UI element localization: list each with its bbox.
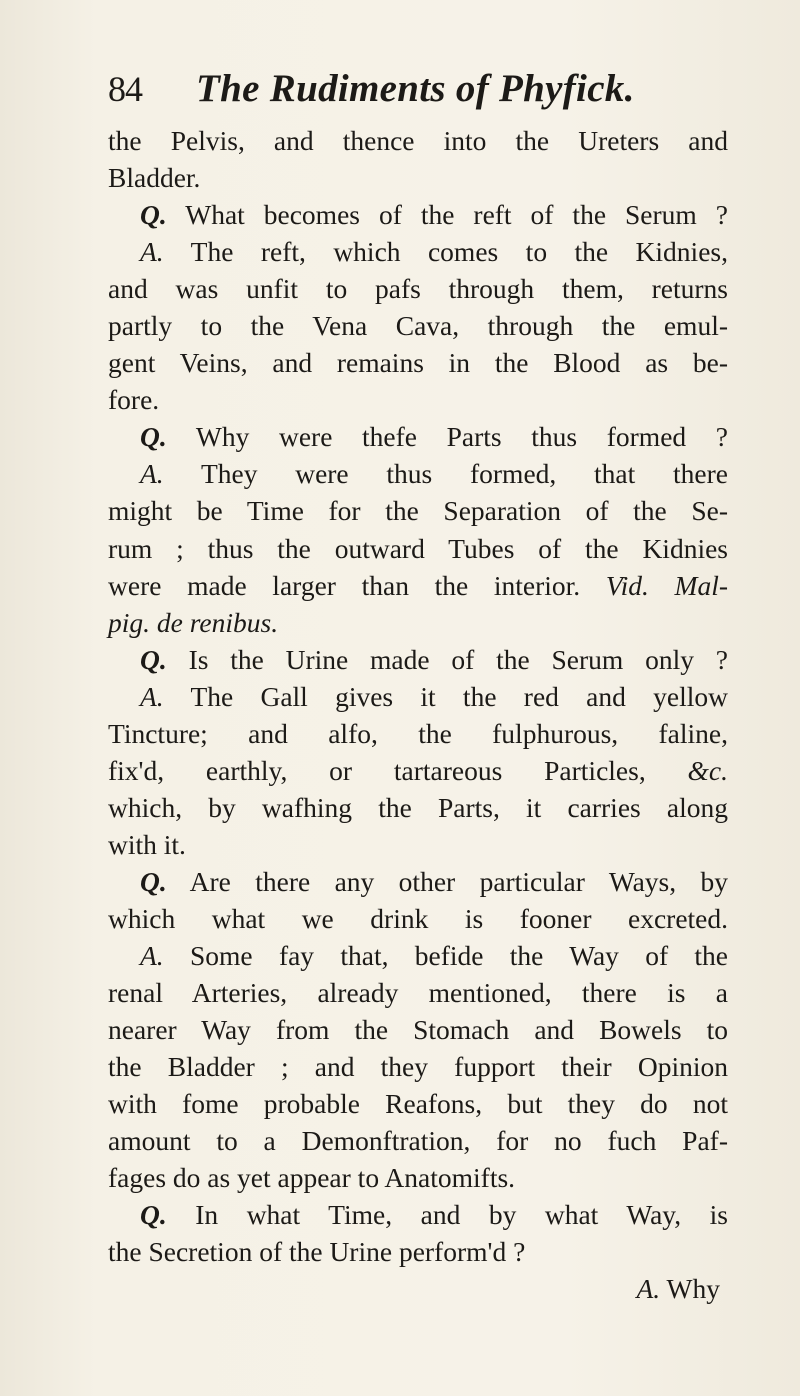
line-text: The Gall gives it the red and yellow [190,680,728,712]
line-text: The reft, which comes to the Kidnies, [190,236,728,268]
line-text: Some fay that, befide the Way of the [190,940,729,972]
line-text: with fome probable Reafons, but they do not [108,1088,728,1120]
line-text: and was unfit to pafs through them, returns [108,273,728,305]
line-text: which what we drink is fooner excreted. [108,902,728,934]
page-number: 84 [108,69,142,109]
question-label: Q. [140,1199,167,1231]
text-line [108,1122,728,1159]
line-text: the Bladder ; and they fupport their Opinion [108,1051,728,1083]
text-line [108,567,728,604]
text-line [108,492,728,529]
citation-line [108,604,728,641]
line-text: amount to a Demonftration, for no fuch Paf- [108,1125,728,1157]
catchword-label: A. [636,1273,661,1305]
line-text: Are there any other particular Ways, by [189,865,728,897]
answer-line [108,233,728,270]
text-line [108,715,728,752]
question-line [108,196,728,233]
line-text: might be Time for the Separation of the Se- [108,495,728,527]
line-text: Is the Urine made of the Serum only ? [188,643,728,675]
question-line [108,418,728,455]
line-text: fages do as yet appear to Anatomifts. [108,1162,516,1194]
line-text: were made larger than the interior. [108,569,581,601]
text-line [108,1048,728,1085]
question-label: Q. [140,199,167,231]
citation-text: pig. de renibus. [108,606,279,638]
answer-line [108,937,728,974]
line-text: nearer Way from the Stomach and Bowels to [108,1014,728,1046]
line-text: gent Veins, and remains in the Blood as be- [108,347,728,379]
answer-label: A. [140,680,164,712]
paragraph-last-line [108,826,728,863]
line-text: rum ; thus the outward Tubes of the Kidnies [108,532,728,564]
text-line [108,789,728,826]
text-line [108,752,728,789]
line-text: fix'd, earthly, or tartareous Particles, [108,754,646,786]
line-text: with it. [108,828,186,860]
answer-label: A. [140,236,164,268]
page-header [108,60,728,120]
paragraph-last-line [108,159,728,196]
answer-line [108,678,728,715]
answer-label: A. [140,940,164,972]
line-text: the Pelvis, and thence into the Ureters and [108,125,728,156]
line-text: What becomes of the reft of the Serum ? [185,199,728,231]
question-line [108,863,728,900]
paragraph-last-line [108,381,728,418]
line-text: Tincture; and alfo, the fulphurous, faline, [108,717,728,749]
line-text: In what Time, and by what Way, is [195,1199,728,1231]
citation-text: Vid. Mal- [605,569,728,601]
text-line [108,122,728,159]
text-line [108,530,728,567]
answer-line [108,455,728,492]
question-label: Q. [140,421,167,453]
text-line [108,344,728,381]
text-line [108,1085,728,1122]
catchword [108,1270,728,1307]
question-line [108,1196,728,1233]
text-line [108,270,728,307]
line-text: They were thus formed, that there [200,458,728,490]
line-text: Why were thefe Parts thus formed ? [195,421,728,453]
answer-label: A. [140,458,164,490]
text-line [108,974,728,1011]
running-title: The Rudiments of Phyfick. [196,67,635,110]
line-text: renal Arteries, already mentioned, there is a [108,977,728,1009]
paragraph-last-line [108,1233,728,1270]
etc-abbreviation: &c. [687,754,728,786]
question-line [108,641,728,678]
text-line [108,307,728,344]
paragraph-last-line [108,1159,728,1196]
line-text: partly to the Vena Cava, through the emul- [108,310,728,342]
line-text: which, by wafhing the Parts, it carries along [108,791,728,823]
question-label: Q. [140,643,167,675]
line-text: the Secretion of the Urine perform'd ? [108,1236,526,1268]
question-label: Q. [140,865,167,897]
text-line [108,900,728,937]
line-text: fore. [108,384,160,416]
text-line [108,1011,728,1048]
line-text: Bladder. [108,162,201,194]
body-text [108,122,728,1308]
catchword-text: Why [666,1273,720,1305]
